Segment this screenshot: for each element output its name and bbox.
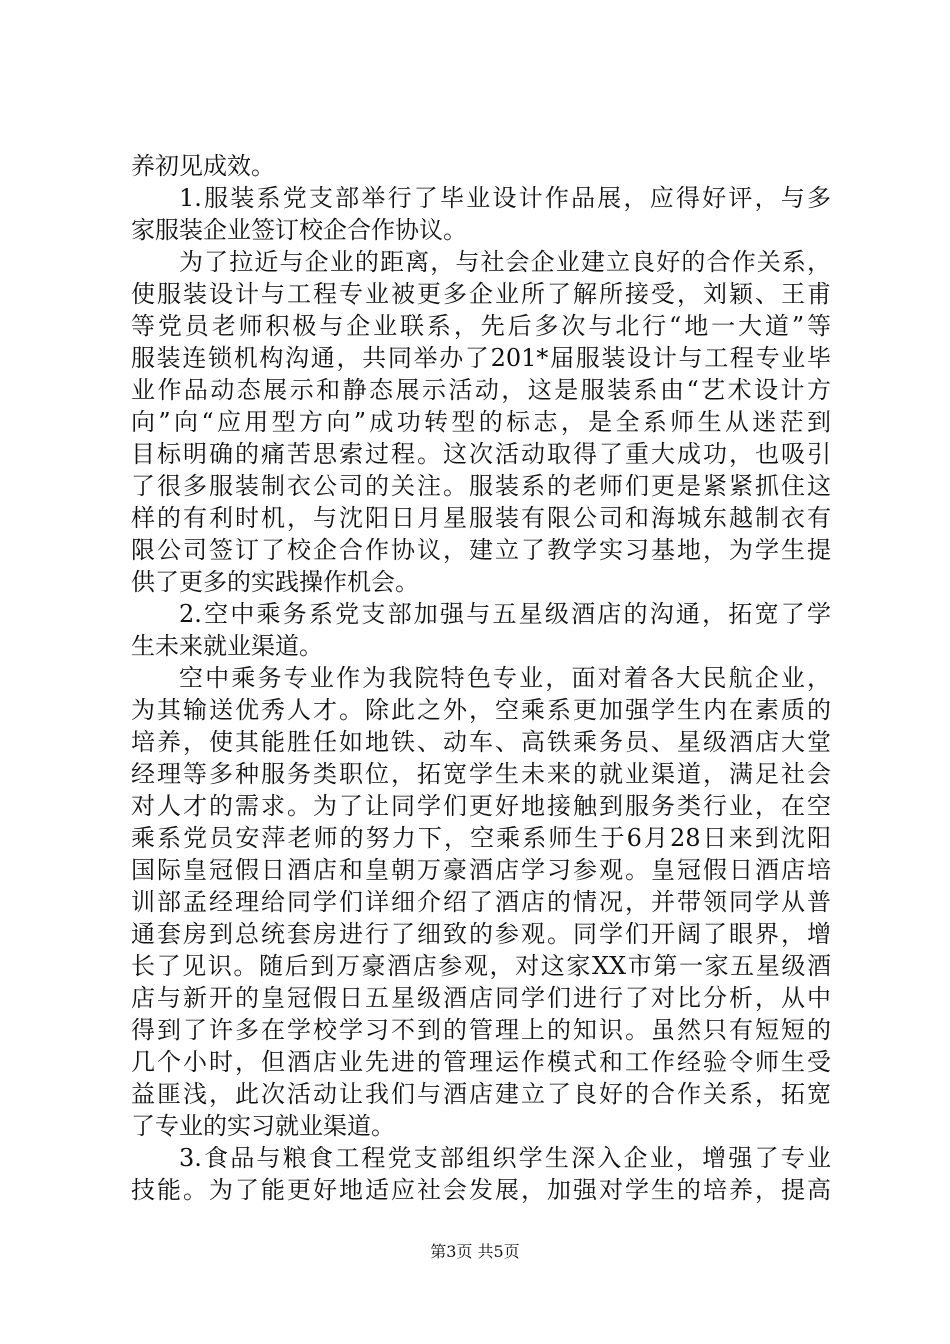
text-line: 为其输送优秀人才。除此之外，空乘系更加强学生内在素质的 [131, 696, 831, 724]
text-line: 服装连锁机构沟通，共同举办了201*届服装设计与工程专业毕 [131, 344, 831, 372]
text-line: 供了更多的实践操作机会。 [131, 568, 419, 596]
text-line: 长了见识。随后到万豪酒店参观，对这家XX市第一家五星级酒 [131, 952, 831, 980]
text-line: 通套房到总统套房进行了细致的参观。同学们开阔了眼界，增 [131, 920, 831, 948]
text-line: 几个小时，但酒店业先进的管理运作模式和工作经验令师生受 [131, 1048, 831, 1076]
text-line: 限公司签订了校企合作协议，建立了教学实习基地，为学生提 [131, 536, 831, 564]
text-line: 等党员老师积极与企业联系，先后多次与北行“地一大道”等 [131, 312, 831, 340]
body-text [131, 150, 831, 1206]
text-line: 1.服装系党支部举行了毕业设计作品展，应得好评，与多 [179, 184, 831, 212]
text-line: 得到了许多在学校学习不到的管理上的知识。虽然只有短短的 [131, 1016, 831, 1044]
text-line: 为了拉近与企业的距离，与社会企业建立良好的合作关系， [179, 248, 831, 276]
text-line: 样的有利时机，与沈阳日月星服装有限公司和海城东越制衣有 [131, 504, 831, 532]
text-line: 空中乘务专业作为我院特色专业，面对着各大民航企业， [179, 664, 831, 692]
text-line: 对人才的需求。为了让同学们更好地接触到服务类行业，在空 [131, 792, 831, 820]
text-line: 经理等多种服务类职位，拓宽学生未来的就业渠道，满足社会 [131, 760, 831, 788]
text-line: 家服装企业签订校企合作协议。 [131, 216, 467, 244]
text-line: 国际皇冠假日酒店和皇朝万豪酒店学习参观。皇冠假日酒店培 [131, 856, 831, 884]
text-line: 养初见成效。 [131, 152, 275, 180]
text-line: 向”向“应用型方向”成功转型的标志，是全系师生从迷茫到 [131, 408, 831, 436]
text-line: 3.食品与粮食工程党支部组织学生深入企业，增强了专业 [179, 1144, 831, 1172]
text-line: 训部孟经理给同学们详细介绍了酒店的情况，并带领同学从普 [131, 888, 831, 916]
text-line: 业作品动态展示和静态展示活动，这是服装系由“艺术设计方 [131, 376, 831, 404]
page-number: 第3页 共5页 [430, 1242, 520, 1261]
text-line: 培养，使其能胜任如地铁、动车、高铁乘务员、星级酒店大堂 [131, 728, 831, 756]
text-line: 使服装设计与工程专业被更多企业所了解所接受，刘颖、王甫 [131, 280, 831, 308]
text-line: 2.空中乘务系党支部加强与五星级酒店的沟通，拓宽了学 [179, 600, 831, 628]
text-line: 目标明确的痛苦思索过程。这次活动取得了重大成功，也吸引 [131, 440, 831, 468]
text-line: 乘系党员安萍老师的努力下，空乘系师生于6月28日来到沈阳 [131, 824, 831, 852]
text-line: 了很多服装制衣公司的关注。服装系的老师们更是紧紧抓住这 [131, 472, 831, 500]
text-line: 了专业的实习就业渠道。 [131, 1112, 395, 1140]
text-line: 生未来就业渠道。 [131, 632, 323, 660]
text-line: 益匪浅，此次活动让我们与酒店建立了良好的合作关系，拓宽 [131, 1080, 831, 1108]
text-line: 技能。为了能更好地适应社会发展，加强对学生的培养，提高 [131, 1176, 831, 1204]
text-line: 店与新开的皇冠假日五星级酒店同学们进行了对比分析，从中 [131, 984, 831, 1012]
